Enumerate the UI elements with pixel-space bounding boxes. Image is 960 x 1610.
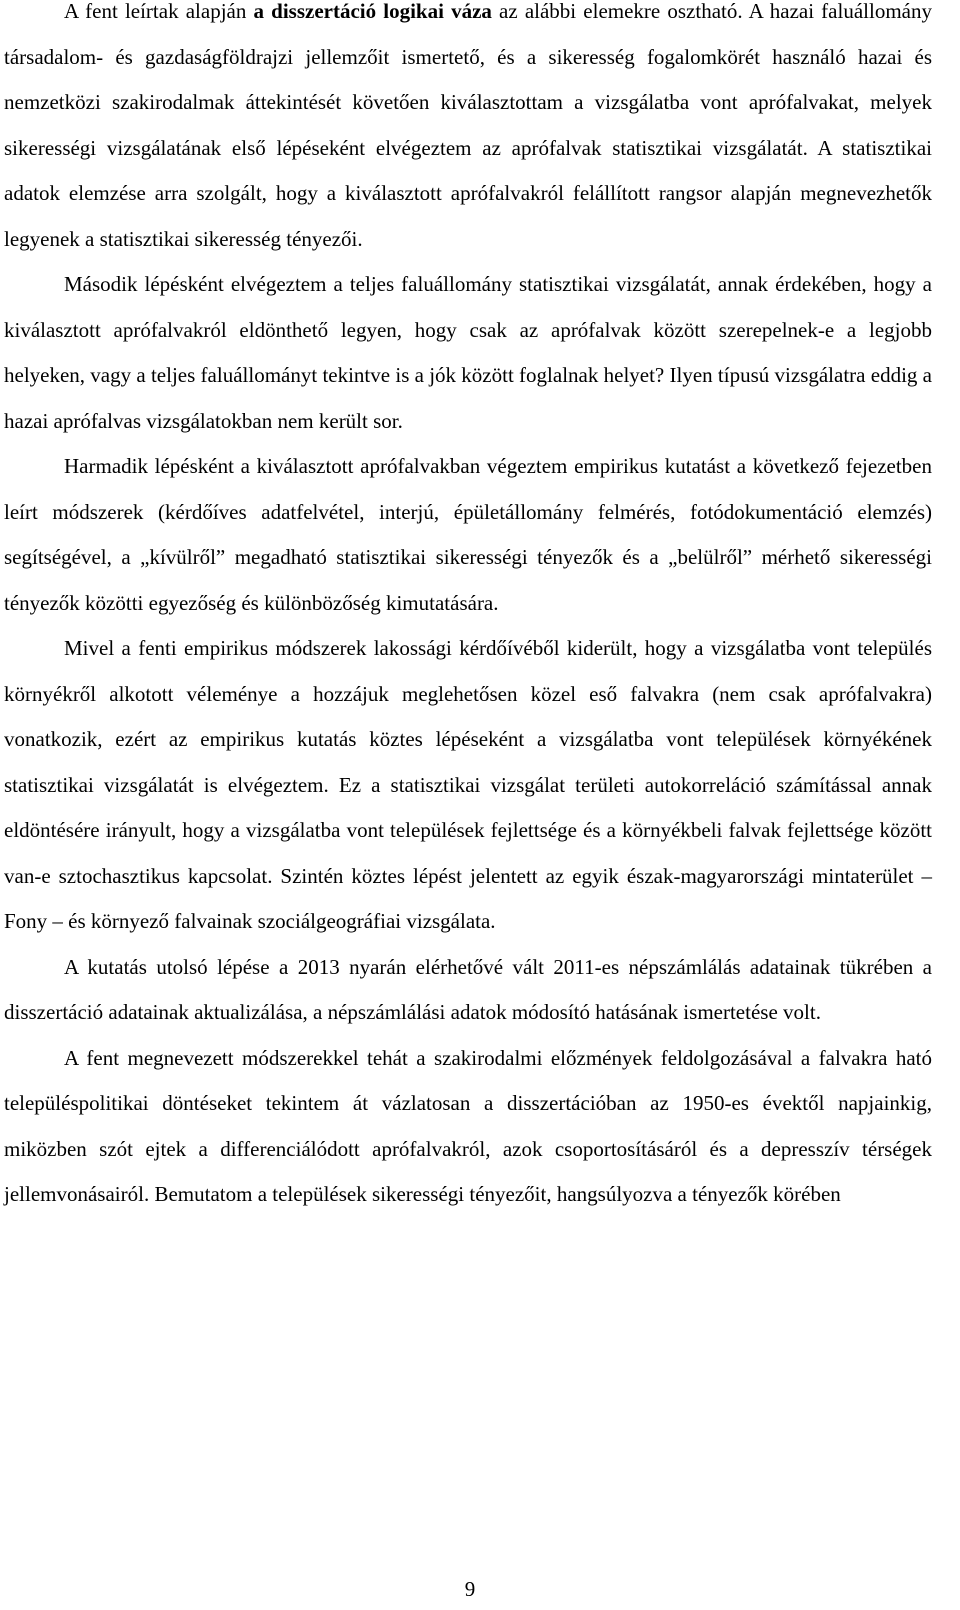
- document-body: [4, 0, 932, 1218]
- paragraph-3: Harmadik lépésként a kiválasztott aprófalvakban végeztem empirikus kutatást a következő fejezetben leírt módszerek (kérdőíves adatfelvétel, interjú, épületállomány felmérés, fotódokumentáció elemzés) segítségével, a „kívülről” megadható statisztikai sikerességi tényezők és a „belülről” mérhető sikerességi tényezők közötti egyezőség és különbözőség kimutatására.: [4, 454, 932, 615]
- paragraph-2: Második lépésként elvégeztem a teljes faluállomány statisztikai vizsgálatát, annak érdekében, hogy a kiválasztott aprófalvakról eldönthető legyen, hogy csak az aprófalvak között szerepelnek-e a legjobb helyeken, vagy a teljes faluállományt tekintve is a jók között foglalnak helyet? Ilyen típusú vizsgálatra eddig a hazai aprófalvas vizsgálatokban nem került sor.: [4, 272, 932, 433]
- page-number: 9: [464, 1577, 476, 1601]
- paragraph-1-lead: A fent leírtak alapján: [64, 0, 254, 23]
- paragraph-5: A kutatás utolsó lépése a 2013 nyarán elérhetővé vált 2011-es népszámlálás adatainak tükrében a disszertáció adatainak aktualizálása, a népszámlálási adatok módosító hatásának ismertetése volt.: [4, 954, 932, 1024]
- paragraph-1-emphasis: a disszertáció logikai váza: [253, 0, 492, 23]
- paragraph-6: A fent megnevezett módszerekkel tehát a szakirodalmi előzmények feldolgozásával a falvakra ható településpolitikai döntéseket tekintem át vázlatosan a disszertációban az 1950-es évektől napjainkig, miközben szót ejtek a differenciálódott aprófalvakról, azok csoportosításáról és a depresszív térségek jellemvonásairól. Bemutatom a települések sikerességi tényezőit, hangsúlyozva a tényezők körében: [4, 1045, 932, 1206]
- paragraph-4: Mivel a fenti empirikus módszerek lakossági kérdőívéből kiderült, hogy a vizsgálatba vont település környékről alkotott véleménye a hozzájuk meglehetősen közel eső falvakra (nem csak aprófalvakra) vonatkozik, ezért az empirikus kutatás köztes lépéseként a vizsgálatba vont települések környékének statisztikai vizsgálatát is elvégeztem. Ez a statisztikai vizsgálat területi autokorreláció számítással annak eldöntésére irányult, hogy a vizsgálatba vont települések fejlettsége és a környékbeli falvak fejlettsége között van-e sztochasztikus kapcsolat. Szintén köztes lépést jelentett az egyik észak-magyarországi mintaterület – Fony – és környező falvainak szociálgeográfiai vizsgálata.: [4, 636, 932, 933]
- paragraph-1-body: az alábbi elemekre osztható. A hazai faluállomány társadalom- és gazdaságföldrajzi jellemzőit ismertető, és a sikeresség fogalomkörét használó hazai és nemzetközi szakirodalmak áttekintését követően kiválasztottam a vizsgálatba vont aprófalvakat, melyek sikerességi vizsgálatának első lépéseként elvégeztem az aprófalvak statisztikai vizsgálatát. A statisztikai adatok elemzése arra szolgált, hogy a kiválasztott aprófalvakról felállított rangsor alapján megnevezhetők legyenek a statisztikai sikeresség tényezői.: [4, 0, 932, 251]
- paragraph-1: [4, 0, 932, 262]
